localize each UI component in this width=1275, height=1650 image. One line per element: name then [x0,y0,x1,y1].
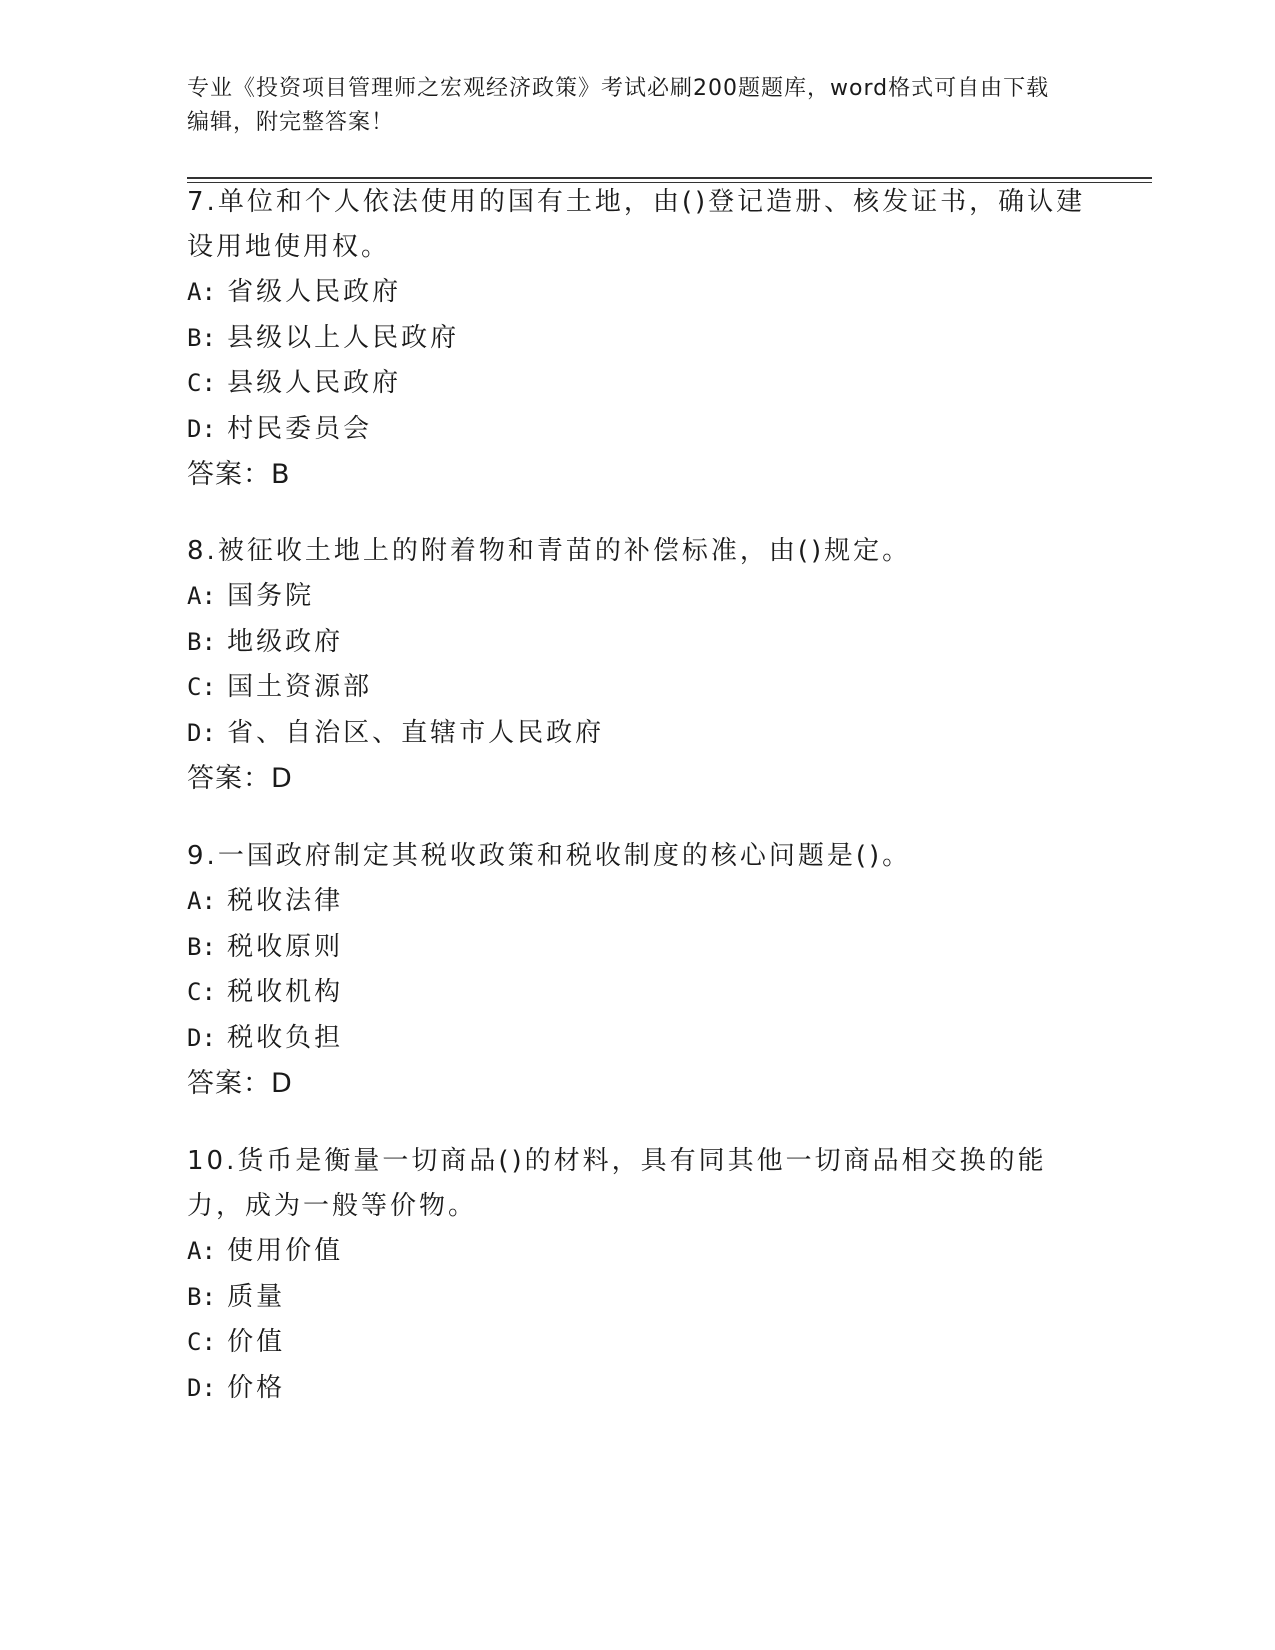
option-letter: D: [187,1023,216,1052]
question-text [187,529,1087,574]
option-text: 税收负担 [227,1022,344,1053]
option-d [187,1366,1087,1412]
option-d [187,1016,1087,1062]
option-b [187,925,1087,971]
option-c [187,665,1087,711]
question-number: 9. [187,841,218,871]
document-header [187,72,1067,140]
option-a [187,270,1087,316]
header-divider-thick [187,177,1152,179]
option-letter: C: [187,369,216,397]
question-text [187,1139,1087,1229]
option-text: 国土资源部 [227,672,373,702]
option-letter: D: [187,718,216,747]
option-text: 使用价值 [227,1236,344,1266]
option-a [187,879,1087,925]
question-body: 货币是衡量一切商品()的材料，具有同其他一切商品相交换的能力，成为一般等价物。 [187,1146,1047,1221]
question-text [187,180,1087,270]
option-text: 质量 [227,1281,286,1312]
answer: 答案：D [187,1068,293,1099]
option-c [187,361,1087,407]
option-letter: C: [187,978,216,1006]
option-letter: A: [187,278,216,306]
option-letter: B: [187,932,216,961]
option-text: 税收法律 [227,886,344,916]
question-number: 7. [187,187,218,217]
question-number: 10. [187,1146,238,1176]
question-text [187,834,1087,879]
question-7 [187,180,1087,497]
option-text: 地级政府 [227,626,344,657]
option-text: 税收机构 [227,977,344,1007]
question-body: 单位和个人依法使用的国有土地，由()登记造册、核发证书，确认建设用地使用权。 [187,187,1086,262]
option-letter: B: [187,323,216,352]
option-b [187,620,1087,666]
option-c [187,970,1087,1016]
option-text: 村民委员会 [227,413,373,444]
option-letter: C: [187,673,216,701]
option-text: 县级以上人民政府 [227,322,460,353]
option-a [187,1229,1087,1275]
option-letter: A: [187,887,216,915]
option-text: 价格 [227,1372,286,1403]
question-10 [187,1139,1087,1411]
option-letter: D: [187,414,216,443]
option-text: 价值 [227,1327,286,1357]
option-letter: B: [187,1282,216,1311]
header-text: 专业《投资项目管理师之宏观经济政策》考试必刷200题题库，word格式可自由下载编辑，附完整答案！ [187,76,1050,135]
option-letter: D: [187,1373,216,1402]
option-letter: A: [187,1237,216,1265]
option-a [187,574,1087,620]
question-body: 被征收土地上的附着物和青苗的补偿标准，由()规定。 [217,536,912,566]
option-d [187,407,1087,453]
option-c [187,1320,1087,1366]
answer: 答案：D [187,763,293,794]
question-8 [187,529,1087,801]
option-d [187,711,1087,757]
question-number: 8. [187,536,218,566]
question-9 [187,834,1087,1106]
option-letter: A: [187,582,216,610]
option-letter: C: [187,1328,216,1356]
option-text: 税收原则 [227,931,344,962]
option-text: 国务院 [227,581,315,611]
option-text: 省、自治区、直辖市人民政府 [227,717,605,748]
option-text: 县级人民政府 [227,368,402,398]
answer: 答案：B [187,459,291,490]
question-body: 一国政府制定其税收政策和税收制度的核心问题是()。 [217,841,912,871]
option-b [187,316,1087,362]
option-text: 省级人民政府 [227,277,402,307]
option-b [187,1275,1087,1321]
option-letter: B: [187,627,216,656]
